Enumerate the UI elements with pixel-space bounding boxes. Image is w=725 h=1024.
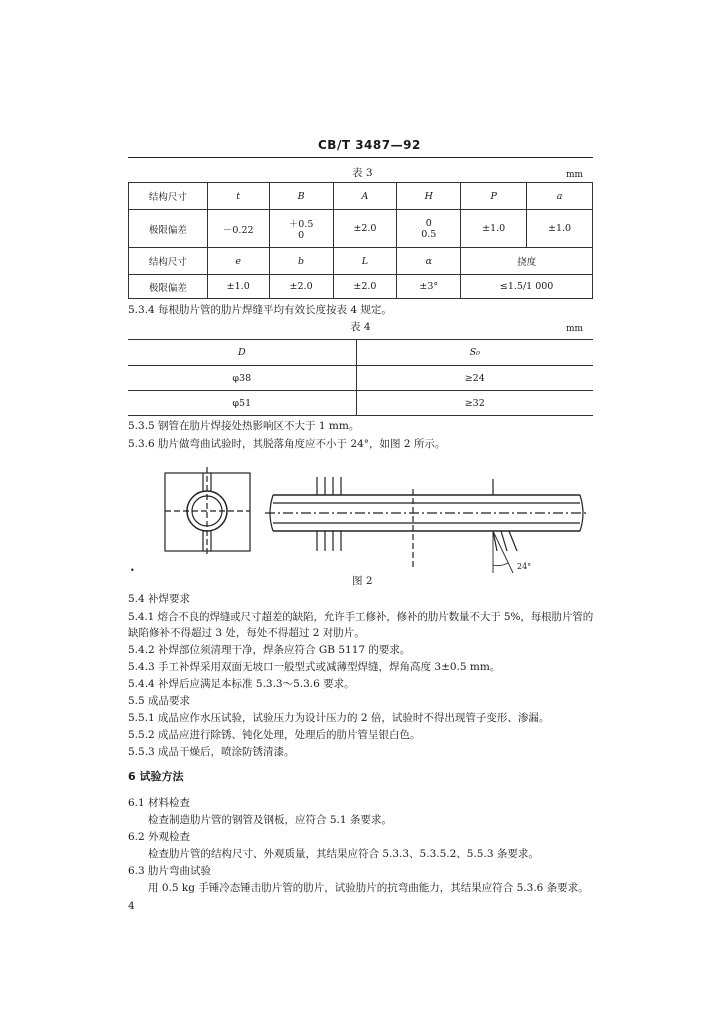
- clause-6-2-text: 检查肋片管的结构尺寸、外观质量，其结果应符合 5.3.3、5.3.5.2、5.5.3 条要求。: [148, 848, 539, 860]
- table3-head-row-1: [129, 183, 593, 210]
- clause-5-4-1-line-1: 5.4.1 熔合不良的焊缝或尺寸超差的缺陷，允许手工修补，修补的肋片数量不大于 5%，每根肋片管的: [128, 611, 594, 623]
- table3-cell: b: [269, 248, 333, 275]
- clause-5-4-1-line-2: 缺陷修补不得超过 3 处，每处不得超过 2 对肋片。: [128, 627, 365, 639]
- table3-cell: e: [207, 248, 269, 275]
- clause-6-3-text: 用 0.5 kg 手锤冷态锤击肋片管的肋片，试验肋片的抗弯曲能力，其结果应符合 5.3.6 条要求。: [148, 882, 589, 894]
- heading-6-1: 6.1 材料检查: [128, 797, 191, 809]
- table4-cell: ≥24: [356, 366, 593, 391]
- table3-cell: A: [333, 183, 397, 210]
- table4-caption: 表 4: [350, 321, 371, 333]
- table4-row: [128, 391, 593, 416]
- table3-cell: ±2.0: [333, 210, 397, 248]
- clause-5-3-6: 5.3.6 肋片做弯曲试验时，其脱落角度应不小于 24°，如图 2 所示。: [128, 438, 446, 450]
- table3-cell: [269, 210, 333, 248]
- page-number: 4: [128, 900, 135, 912]
- heading-6-2: 6.2 外观检查: [128, 831, 191, 843]
- table3-cell: a: [527, 183, 593, 210]
- angle-arc: [493, 563, 508, 566]
- table4: [128, 339, 593, 416]
- tolerance-upper: ＋0.5: [288, 219, 314, 230]
- angle-label: 24°: [517, 562, 532, 571]
- table3-cell: ≤1.5/1 000: [461, 275, 593, 299]
- table4-cell: D: [128, 340, 356, 366]
- table3-cell: ±2.0: [333, 275, 397, 299]
- table3-cell: 结构尺寸: [129, 248, 208, 275]
- figure-2-caption: 图 2: [352, 575, 373, 587]
- section-6-heading: 6 试验方法: [128, 770, 184, 783]
- table3-dev-row-1: [129, 210, 593, 248]
- clause-6-1-text: 检查制造肋片管的钢管及钢板，应符合 5.1 条要求。: [148, 814, 392, 826]
- table4-cell: ≥32: [356, 391, 593, 416]
- table3-cell: ±2.0: [269, 275, 333, 299]
- heading-5-4: 5.4 补焊要求: [128, 593, 191, 605]
- document-code: CB/T 3487—92: [318, 138, 421, 152]
- table3-cell: t: [207, 183, 269, 210]
- table4-unit: mm: [566, 324, 584, 334]
- table4-cell: φ38: [128, 366, 356, 391]
- tolerance-upper: 0: [425, 217, 432, 229]
- heading-5-5: 5.5 成品要求: [128, 695, 191, 707]
- table3-cell: 结构尺寸: [129, 183, 208, 210]
- table3-cell: H: [397, 183, 461, 210]
- clause-5-4-4: 5.4.4 补焊后应满足本标准 5.3.3～5.3.6 要求。: [128, 678, 355, 690]
- table3-cell: 挠度: [461, 248, 593, 275]
- heading-6-3: 6.3 肋片弯曲试验: [128, 865, 212, 877]
- table3-cell: L: [333, 248, 397, 275]
- table3-cell: ±1.0: [461, 210, 527, 248]
- table3-cell: P: [461, 183, 527, 210]
- table3-cell: α: [397, 248, 461, 275]
- stray-dot: •: [130, 566, 135, 575]
- tolerance-lower: 0: [298, 230, 305, 241]
- table3-cell: －0.22: [207, 210, 269, 248]
- fin-line: [493, 531, 497, 551]
- table3: [128, 182, 593, 299]
- table4-row: [128, 366, 593, 391]
- fin-line: [501, 531, 507, 551]
- table3-cell: ±1.0: [527, 210, 593, 248]
- clause-5-4-2: 5.4.2 补焊部位须清理干净，焊条应符合 GB 5117 的要求。: [128, 644, 411, 656]
- table3-cell: 极限偏差: [129, 210, 208, 248]
- table4-cell: S₀: [356, 340, 593, 366]
- table4-head-row: [128, 340, 593, 366]
- clause-5-3-4: 5.3.4 每根肋片管的肋片焊缝平均有效长度按表 4 规定。: [128, 304, 392, 316]
- tolerance-lower: 0.5: [421, 228, 437, 240]
- table3-cell: B: [269, 183, 333, 210]
- clause-5-5-2: 5.5.2 成品应进行除锈、钝化处理，处理后的肋片管呈银白色。: [128, 729, 421, 741]
- table3-unit: mm: [566, 170, 584, 180]
- clause-5-5-3: 5.5.3 成品干燥后，喷涂防锈清漆。: [128, 746, 295, 758]
- table3-cell: [397, 210, 461, 248]
- clause-5-5-1: 5.5.1 成品应作水压试验，试验压力为设计压力的 2 倍，试验时不得出现管子变形、渗漏。: [128, 712, 550, 724]
- table4-cell: φ51: [128, 391, 356, 416]
- table3-dev-row-2: [129, 275, 593, 299]
- figure-2-drawing: [125, 465, 595, 580]
- fin-line: [509, 531, 517, 551]
- table3-cell: ±1.0: [207, 275, 269, 299]
- table3-cell: ±3°: [397, 275, 461, 299]
- table3-head-row-2: [129, 248, 593, 275]
- table3-cell: 极限偏差: [129, 275, 208, 299]
- clause-5-4-3: 5.4.3 手工补焊采用双面无坡口一般型式或减薄型焊缝，焊角高度 3±0.5 mm。: [128, 661, 501, 673]
- clause-5-3-5: 5.3.5 钢管在肋片焊接处热影响区不大于 1 mm。: [128, 420, 360, 432]
- header-rule: [128, 157, 593, 158]
- table3-caption: 表 3: [352, 167, 373, 179]
